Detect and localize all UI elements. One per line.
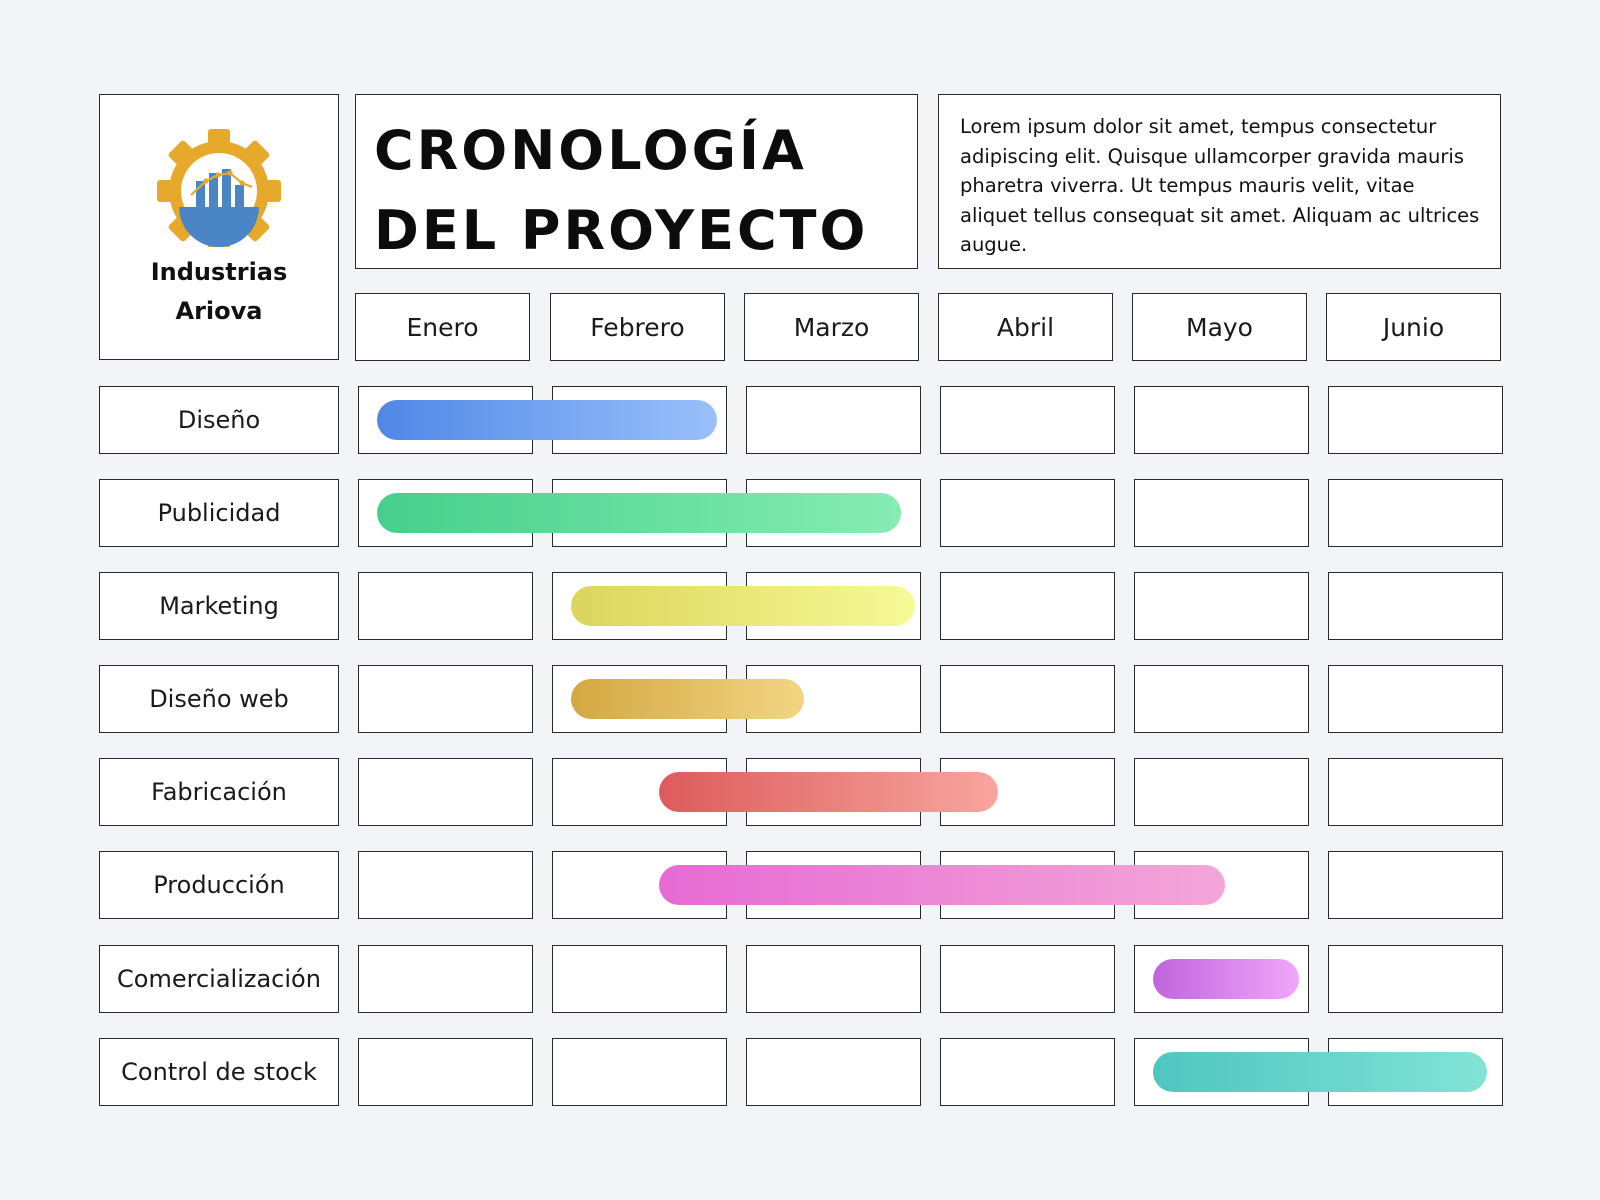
timeline-cell — [940, 1038, 1115, 1106]
timeline-cell — [358, 758, 533, 826]
description-text: Lorem ipsum dolor sit amet, tempus consectetur adipiscing elit. Quisque ullamcorper gravida mauris pharetra viverra. Ut tempus mauris velit, vitae aliquet tellus consequat sit amet. Aliquam ac ultrices augue. — [960, 115, 1480, 256]
timeline-cell — [1134, 758, 1309, 826]
timeline-cell — [358, 851, 533, 919]
title-card — [355, 94, 918, 269]
month-header-junio: Junio — [1326, 293, 1501, 361]
task-bar — [659, 865, 1225, 905]
task-label-control-de-stock: Control de stock — [99, 1038, 339, 1106]
page-title-line1: CRONOLOGÍA — [374, 119, 807, 182]
timeline-cell — [1328, 572, 1503, 640]
task-bar — [377, 400, 717, 440]
timeline-cell — [358, 572, 533, 640]
task-label-comercializacion: Comercialización — [99, 945, 339, 1013]
month-header-enero: Enero — [355, 293, 530, 361]
timeline-cell — [552, 945, 727, 1013]
timeline-cell — [940, 386, 1115, 454]
description-card — [938, 94, 1501, 269]
task-label-diseno: Diseño — [99, 386, 339, 454]
timeline-cell — [358, 1038, 533, 1106]
task-label-diseno-web: Diseño web — [99, 665, 339, 733]
timeline-cell — [746, 386, 921, 454]
timeline-cell — [1328, 386, 1503, 454]
timeline-cell — [940, 572, 1115, 640]
task-bar — [1153, 959, 1299, 999]
gear-chart-logo-icon — [156, 129, 282, 247]
timeline-cell — [940, 479, 1115, 547]
timeline-cell — [358, 945, 533, 1013]
task-bar — [1153, 1052, 1487, 1092]
timeline-cell — [1328, 758, 1503, 826]
company-card — [99, 94, 339, 360]
task-label-marketing: Marketing — [99, 572, 339, 640]
task-bar — [571, 679, 804, 719]
timeline-cell — [358, 665, 533, 733]
timeline-cell — [940, 945, 1115, 1013]
timeline-cell — [1328, 479, 1503, 547]
company-name-line1: Industrias — [150, 258, 288, 286]
page-title-line2: DEL PROYECTO — [374, 199, 869, 262]
company-name-line2: Ariova — [175, 297, 263, 325]
timeline-cell — [1134, 665, 1309, 733]
month-header-abril: Abril — [938, 293, 1113, 361]
timeline-cell — [940, 665, 1115, 733]
month-header-marzo: Marzo — [744, 293, 919, 361]
task-label-produccion: Producción — [99, 851, 339, 919]
task-bar — [659, 772, 999, 812]
timeline-cell — [746, 945, 921, 1013]
task-label-fabricacion: Fabricación — [99, 758, 339, 826]
timeline-cell — [1328, 851, 1503, 919]
timeline-cell — [1134, 572, 1309, 640]
timeline-cell — [1328, 945, 1503, 1013]
timeline-cell — [1328, 665, 1503, 733]
month-header-febrero: Febrero — [550, 293, 725, 361]
task-bar — [377, 493, 901, 533]
month-header-mayo: Mayo — [1132, 293, 1307, 361]
timeline-cell — [746, 1038, 921, 1106]
timeline-cell — [1134, 479, 1309, 547]
task-label-publicidad: Publicidad — [99, 479, 339, 547]
task-bar — [571, 586, 914, 626]
timeline-cell — [552, 1038, 727, 1106]
timeline-cell — [1134, 386, 1309, 454]
